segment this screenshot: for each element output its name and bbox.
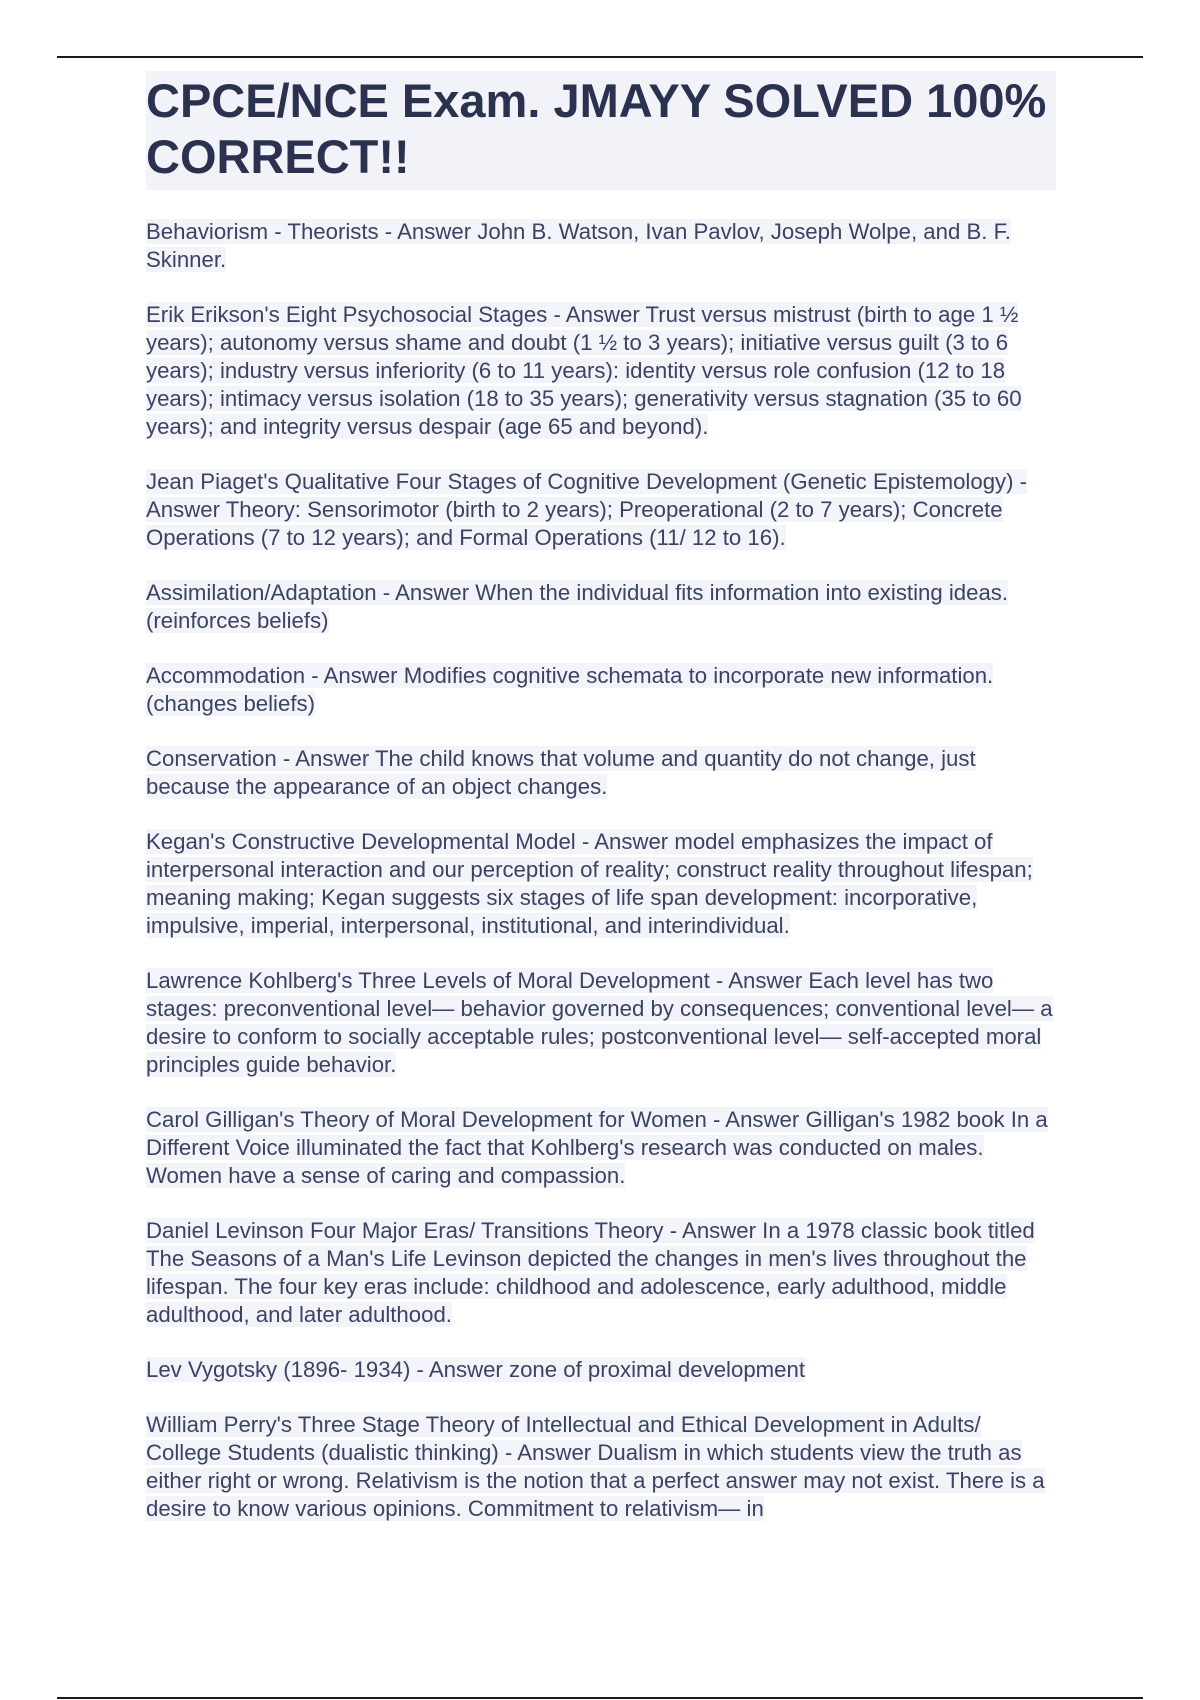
qa-entry-text: William Perry's Three Stage Theory of Intellectual and Ethical Development in Adults/ College Students (dualistic thinking) - Answer Dualism in which students view the truth as either right or wrong. Relativism is the notion that a perfect answer may not exist. There is a desire to know various opinions. Commitment to relativism— in (146, 1412, 1045, 1521)
qa-entry (146, 301, 1056, 441)
qa-entry-text: Conservation - Answer The child knows that volume and quantity do not change, just because the appearance of an object changes. (146, 746, 976, 799)
qa-entry (146, 468, 1056, 552)
qa-entry-text: Lawrence Kohlberg's Three Levels of Moral Development - Answer Each level has two stages: preconventional level— behavior governed by consequences; conventional level— a desire to conform to socially acceptable rules; postconventional level— self-accepted moral principles guide behavior. (146, 968, 1053, 1077)
qa-entry-text: Carol Gilligan's Theory of Moral Development for Women - Answer Gilligan's 1982 book In a Different Voice illuminated the fact that Kohlberg's research was conducted on males. Women have a sense of caring and compassion. (146, 1107, 1048, 1188)
qa-entry (146, 579, 1056, 635)
qa-entry-text: Kegan's Constructive Developmental Model - Answer model emphasizes the impact of interpersonal interaction and our perception of reality; construct reality throughout lifespan; meaning making; Kegan suggests six stages of life span development: incorporative, impulsive, imperial, interpersonal, institutional, and interindividual. (146, 829, 1033, 938)
top-rule (57, 56, 1143, 58)
qa-entry-text: Accommodation - Answer Modifies cognitive schemata to incorporate new information. (changes beliefs) (146, 663, 994, 716)
qa-entry (146, 745, 1056, 801)
document-body (146, 71, 1056, 1550)
qa-entry (146, 828, 1056, 940)
qa-entry (146, 218, 1056, 274)
qa-entry-text: Lev Vygotsky (1896- 1934) - Answer zone of proximal development (146, 1357, 805, 1382)
qa-entry (146, 662, 1056, 718)
bottom-rule (57, 1697, 1143, 1699)
qa-entry (146, 1217, 1056, 1329)
qa-entry (146, 1356, 1056, 1384)
qa-entry-text: Behaviorism - Theorists - Answer John B. Watson, Ivan Pavlov, Joseph Wolpe, and B. F. Skinner. (146, 219, 1011, 272)
qa-entry-text: Jean Piaget's Qualitative Four Stages of Cognitive Development (Genetic Epistemology) - Answer Theory: Sensorimotor (birth to 2 years); Preoperational (2 to 7 years); Concrete Operations (7 to 12 years); and Formal Operations (11/ 12 to 16). (146, 469, 1028, 550)
qa-entry (146, 1411, 1056, 1523)
qa-entry-text: Assimilation/Adaptation - Answer When the individual fits information into existing ideas. (reinforces beliefs) (146, 580, 1009, 633)
qa-entry-text: Daniel Levinson Four Major Eras/ Transitions Theory - Answer In a 1978 classic book titled The Seasons of a Man's Life Levinson depicted the changes in men's lives throughout the lifespan. The four key eras include: childhood and adolescence, early adulthood, middle adulthood, and later adulthood. (146, 1218, 1035, 1327)
qa-entry (146, 1106, 1056, 1190)
document-title: CPCE/NCE Exam. JMAYY SOLVED 100% CORRECT!! (146, 71, 1056, 190)
qa-entry (146, 967, 1056, 1079)
qa-entry-list (146, 218, 1056, 1523)
qa-entry-text: Erik Erikson's Eight Psychosocial Stages - Answer Trust versus mistrust (birth to age 1 ½ years); autonomy versus shame and doubt (1 ½ to 3 years); initiative versus guilt (3 to 6 years); industry versus inferiority (6 to 11 years): identity versus role confusion (12 to 18 years); intimacy versus isolation (18 to 35 years); generativity versus stagnation (35 to 60 years); and integrity versus despair (age 65 and beyond). (146, 302, 1022, 439)
